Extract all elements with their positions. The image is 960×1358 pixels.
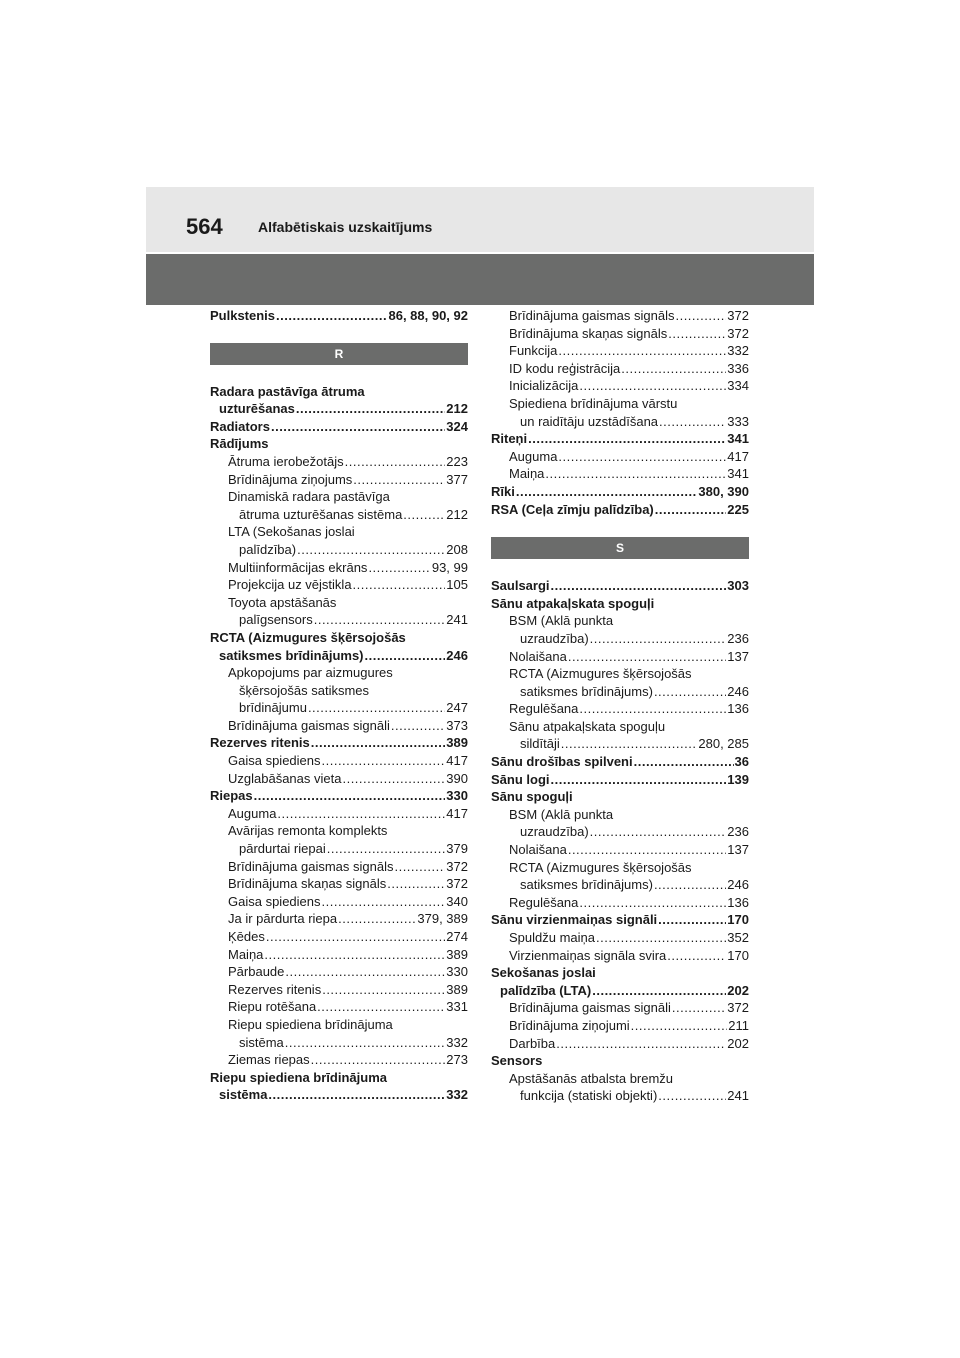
- index-entry: Pulkstenis ..... 86, 88, 90, 92: [210, 307, 468, 325]
- index-entry-line: LTA (Sekošanas joslai: [228, 524, 355, 540]
- index-entry-line: Sensors: [491, 1053, 543, 1069]
- index-entry: satiksmes brīdinājums) ..... 246: [491, 876, 749, 894]
- index-entry: ātruma uzturēšanas sistēma ..... 212: [210, 506, 468, 524]
- index-entry: uzturēšanas ..... 212: [210, 400, 468, 418]
- index-entry-line: Sānu atpakaļskata spoguļu: [509, 718, 666, 734]
- header-strip: [146, 187, 814, 252]
- index-entry-line: Spiediena brīdinājuma vārstu: [509, 395, 678, 411]
- index-entry: funkcija (statiski objekti) ..... 241: [491, 1087, 749, 1105]
- index-entry: Riepas ..... 330: [210, 787, 468, 805]
- index-entry-line: Apkopojums par aizmugures: [228, 665, 393, 681]
- index-entry: palīdzība (LTA) ..... 202: [491, 982, 749, 1000]
- index-entry: Virzienmaiņas signāla svira ..... 170: [491, 947, 749, 965]
- index-entry: Nolaišana ..... 137: [491, 648, 749, 666]
- index-entry: palīdzība) ..... 208: [210, 541, 468, 559]
- index-entry: Ķēdes ..... 274: [210, 928, 468, 946]
- index-entry: pārdurtai riepai ..... 379: [210, 840, 468, 858]
- index-entry-line: Sānu atpakaļskata spoguļi: [491, 595, 655, 611]
- section-title: Alfabētiskais uzskaitījums: [258, 219, 433, 235]
- index-entry-line: BSM (Aklā punkta: [509, 806, 614, 822]
- index-entry: Ja ir pārdurta riepa ..... 379, 389: [210, 910, 468, 928]
- index-entry: Multiinformācijas ekrāns ..... 93, 99: [210, 559, 468, 577]
- index-entry: Funkcija ..... 332: [491, 342, 749, 360]
- index-entry: Regulēšana ..... 136: [491, 700, 749, 718]
- index-entry: Rīki ..... 380, 390: [491, 483, 749, 501]
- index-entry: Pārbaude ..... 330: [210, 963, 468, 981]
- index-entry: Sānu drošības spilveni ..... 36: [491, 753, 749, 771]
- index-entry: Uzglabāšanas vieta ..... 390: [210, 770, 468, 788]
- index-entry-line: Dinamiskā radara pastāvīga: [228, 489, 390, 505]
- index-entry: Sānu virzienmaiņas signāli ..... 170: [491, 911, 749, 929]
- index-entry: Projekcija uz vējstikla ..... 105: [210, 576, 468, 594]
- index-entry: Darbība ..... 202: [491, 1035, 749, 1053]
- index-entry: uzraudzība) ..... 236: [491, 823, 749, 841]
- index-entry: Auguma ..... 417: [210, 805, 468, 823]
- index-entry: sistēma ..... 332: [210, 1086, 468, 1104]
- index-entry: Brīdinājuma ziņojums ..... 377: [210, 471, 468, 489]
- index-entry: Gaisa spiediens ..... 340: [210, 893, 468, 911]
- index-entry: Radiators ..... 324: [210, 418, 468, 436]
- index-entry: sildītāji ..... 280, 285: [491, 735, 749, 753]
- index-entry: Auguma ..... 417: [491, 448, 749, 466]
- index-entry: Brīdinājuma ziņojumi ..... 211: [491, 1017, 749, 1035]
- index-entry-line: RCTA (Aizmugures šķērsojošās: [210, 629, 406, 645]
- index-entry: Brīdinājuma gaismas signāli ..... 372: [491, 999, 749, 1017]
- index-entry-line: RCTA (Aizmugures šķērsojošās: [509, 666, 692, 682]
- index-entry: un raidītāju uzstādīšana ..... 333: [491, 413, 749, 431]
- letter-heading-s: S: [491, 537, 749, 559]
- index-entry: Spuldžu maiņa ..... 352: [491, 929, 749, 947]
- index-entry: Brīdinājuma skaņas signāls ..... 372: [210, 875, 468, 893]
- header-band: [146, 254, 814, 305]
- index-entry: Brīdinājuma gaismas signāli ..... 373: [210, 717, 468, 735]
- index-entry: Brīdinājuma gaismas signāls ..... 372: [210, 858, 468, 876]
- index-entry: Gaisa spiediens ..... 417: [210, 752, 468, 770]
- index-entry: palīgsensors ..... 241: [210, 611, 468, 629]
- index-column-right: [491, 307, 749, 1105]
- index-entry: Riteņi ..... 341: [491, 430, 749, 448]
- index-entry: Riepu rotēšana ..... 331: [210, 998, 468, 1016]
- index-entry-line: Apstāšanās atbalsta bremžu: [509, 1070, 674, 1086]
- index-entry: satiksmes brīdinājums) ..... 246: [210, 647, 468, 665]
- index-entry: Maiņa ..... 341: [491, 465, 749, 483]
- index-entry-line: Riepu spiediena brīdinājuma: [210, 1069, 387, 1085]
- index-entry: Nolaišana ..... 137: [491, 841, 749, 859]
- index-entry: Regulēšana ..... 136: [491, 894, 749, 912]
- index-entry-line: BSM (Aklā punkta: [509, 613, 614, 629]
- index-entry: uzraudzība) ..... 236: [491, 630, 749, 648]
- index-entry: Brīdinājuma skaņas signāls ..... 372: [491, 325, 749, 343]
- page-number: 564: [186, 214, 223, 239]
- index-entry-line: Sānu spoguļi: [491, 789, 573, 805]
- index-entry: ID kodu reģistrācija ..... 336: [491, 360, 749, 378]
- index-entry: Saulsargi ..... 303: [491, 577, 749, 595]
- letter-heading-r: R: [210, 343, 468, 365]
- index-entry-line: RCTA (Aizmugures šķērsojošās: [509, 859, 692, 875]
- index-entry: Sānu logi ..... 139: [491, 771, 749, 789]
- index-entry: Rezerves ritenis ..... 389: [210, 981, 468, 999]
- index-entry: Maiņa ..... 389: [210, 946, 468, 964]
- index-entry: Rezerves ritenis ..... 389: [210, 734, 468, 752]
- index-entry: brīdinājumu ..... 247: [210, 699, 468, 717]
- index-entry: Brīdinājuma gaismas signāls ..... 372: [491, 307, 749, 325]
- index-entry-line: šķērsojošās satiksmes: [239, 682, 370, 698]
- index-entry: Ziemas riepas ..... 273: [210, 1051, 468, 1069]
- index-column-left: [210, 307, 468, 1104]
- index-entry: sistēma ..... 332: [210, 1034, 468, 1052]
- index-entry: Inicializācija ..... 334: [491, 377, 749, 395]
- index-entry: RSA (Ceļa zīmju palīdzība) ..... 225: [491, 501, 749, 519]
- index-entry-line: Sekošanas joslai: [491, 965, 596, 981]
- index-entry-line: Radara pastāvīga ātruma: [210, 383, 365, 399]
- index-entry-line: Avārijas remonta komplekts: [228, 823, 388, 839]
- index-entry-line: Rādījums: [210, 436, 269, 452]
- index-entry: satiksmes brīdinājums) ..... 246: [491, 683, 749, 701]
- index-entry-line: Toyota apstāšanās: [228, 594, 337, 610]
- index-entry: Ātruma ierobežotājs ..... 223: [210, 453, 468, 471]
- index-entry-line: Riepu spiediena brīdinājuma: [228, 1016, 393, 1032]
